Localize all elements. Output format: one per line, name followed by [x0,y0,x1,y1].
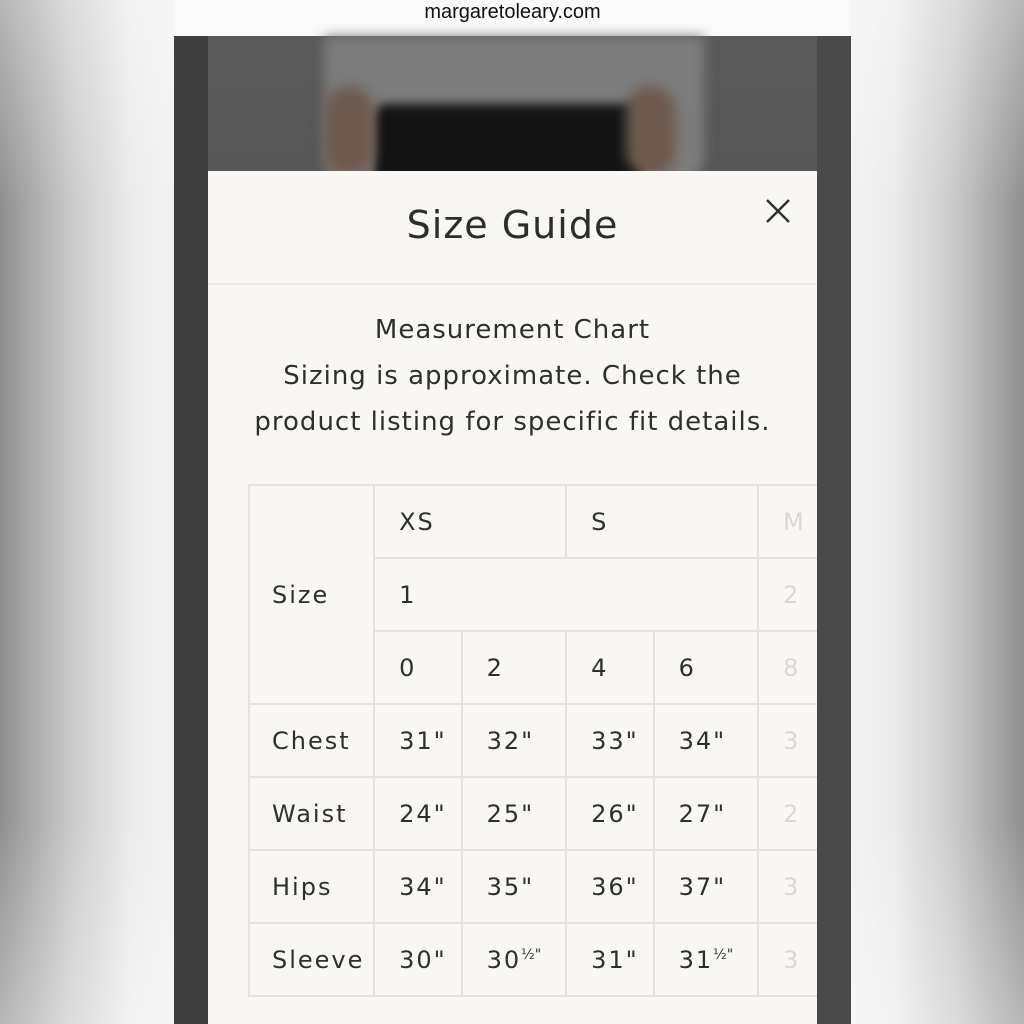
measurement-cell: 3 [758,704,817,777]
measurement-cell: 31" [566,923,654,996]
letter-size-cell: XS [374,485,566,558]
row-label: Sleeve [249,923,374,996]
intro-text-line-2: product listing for specific fit details. [254,407,771,437]
blurred-frame-right [851,0,1024,1024]
letter-size-cell: S [566,485,758,558]
measurement-cell [654,923,758,996]
numeric-group-cell: 2 [758,558,817,631]
table-row-sleeve [249,923,817,996]
intro-heading: Measurement Chart [374,315,651,345]
measurement-cell: 33" [566,704,654,777]
numeric-size-cell: 2 [462,631,566,704]
measurement-intro [208,307,817,445]
size-guide-modal [208,171,817,1024]
blurred-frame-left [0,0,174,1024]
measurement-cell: 31" [374,704,462,777]
measurement-whole: 30 [486,945,522,974]
measurement-cell: 3 [758,923,817,996]
measurement-cell: 24" [374,777,462,850]
numeric-size-cell: 6 [654,631,758,704]
measurement-whole: 31 [678,945,714,974]
address-bar[interactable] [174,0,851,36]
backdrop-edge [174,36,208,1024]
row-label: Hips [249,850,374,923]
modal-title: Size Guide [406,203,619,247]
url-text: margaretoleary.com [424,1,601,23]
product-photo-hand-left [324,86,374,176]
row-label: Chest [249,704,374,777]
measurement-cell: 30" [374,923,462,996]
numeric-group-cell: 1 [374,558,758,631]
measurement-cell: 34" [654,704,758,777]
table-row [249,485,817,558]
measurement-cell: 36" [566,850,654,923]
measurement-cell: 3 [758,850,817,923]
table-row-hips [249,850,817,923]
modal-header [208,171,817,285]
measurement-cell: 35" [462,850,566,923]
measurement-cell: 34" [374,850,462,923]
close-button[interactable] [760,193,796,229]
measurement-half: ½" [521,946,542,963]
measurement-cell: 37" [654,850,758,923]
measurement-cell: 32" [462,704,566,777]
numeric-size-cell: 0 [374,631,462,704]
table-row-waist [249,777,817,850]
size-header-cell: Size [249,485,374,704]
close-icon [760,193,796,229]
size-table [248,484,817,997]
backdrop-edge-right [817,36,851,1024]
measurement-cell: 25" [462,777,566,850]
intro-text-line-1: Sizing is approximate. Check the [283,361,742,391]
product-photo-hand-right [626,86,676,176]
row-label: Waist [249,777,374,850]
measurement-cell: 26" [566,777,654,850]
measurement-cell: 27" [654,777,758,850]
letter-size-cell: M [758,485,817,558]
numeric-size-cell: 8 [758,631,817,704]
measurement-half: ½" [713,946,734,963]
numeric-size-cell: 4 [566,631,654,704]
measurement-cell: 2 [758,777,817,850]
table-row-chest [249,704,817,777]
measurement-cell [462,923,566,996]
